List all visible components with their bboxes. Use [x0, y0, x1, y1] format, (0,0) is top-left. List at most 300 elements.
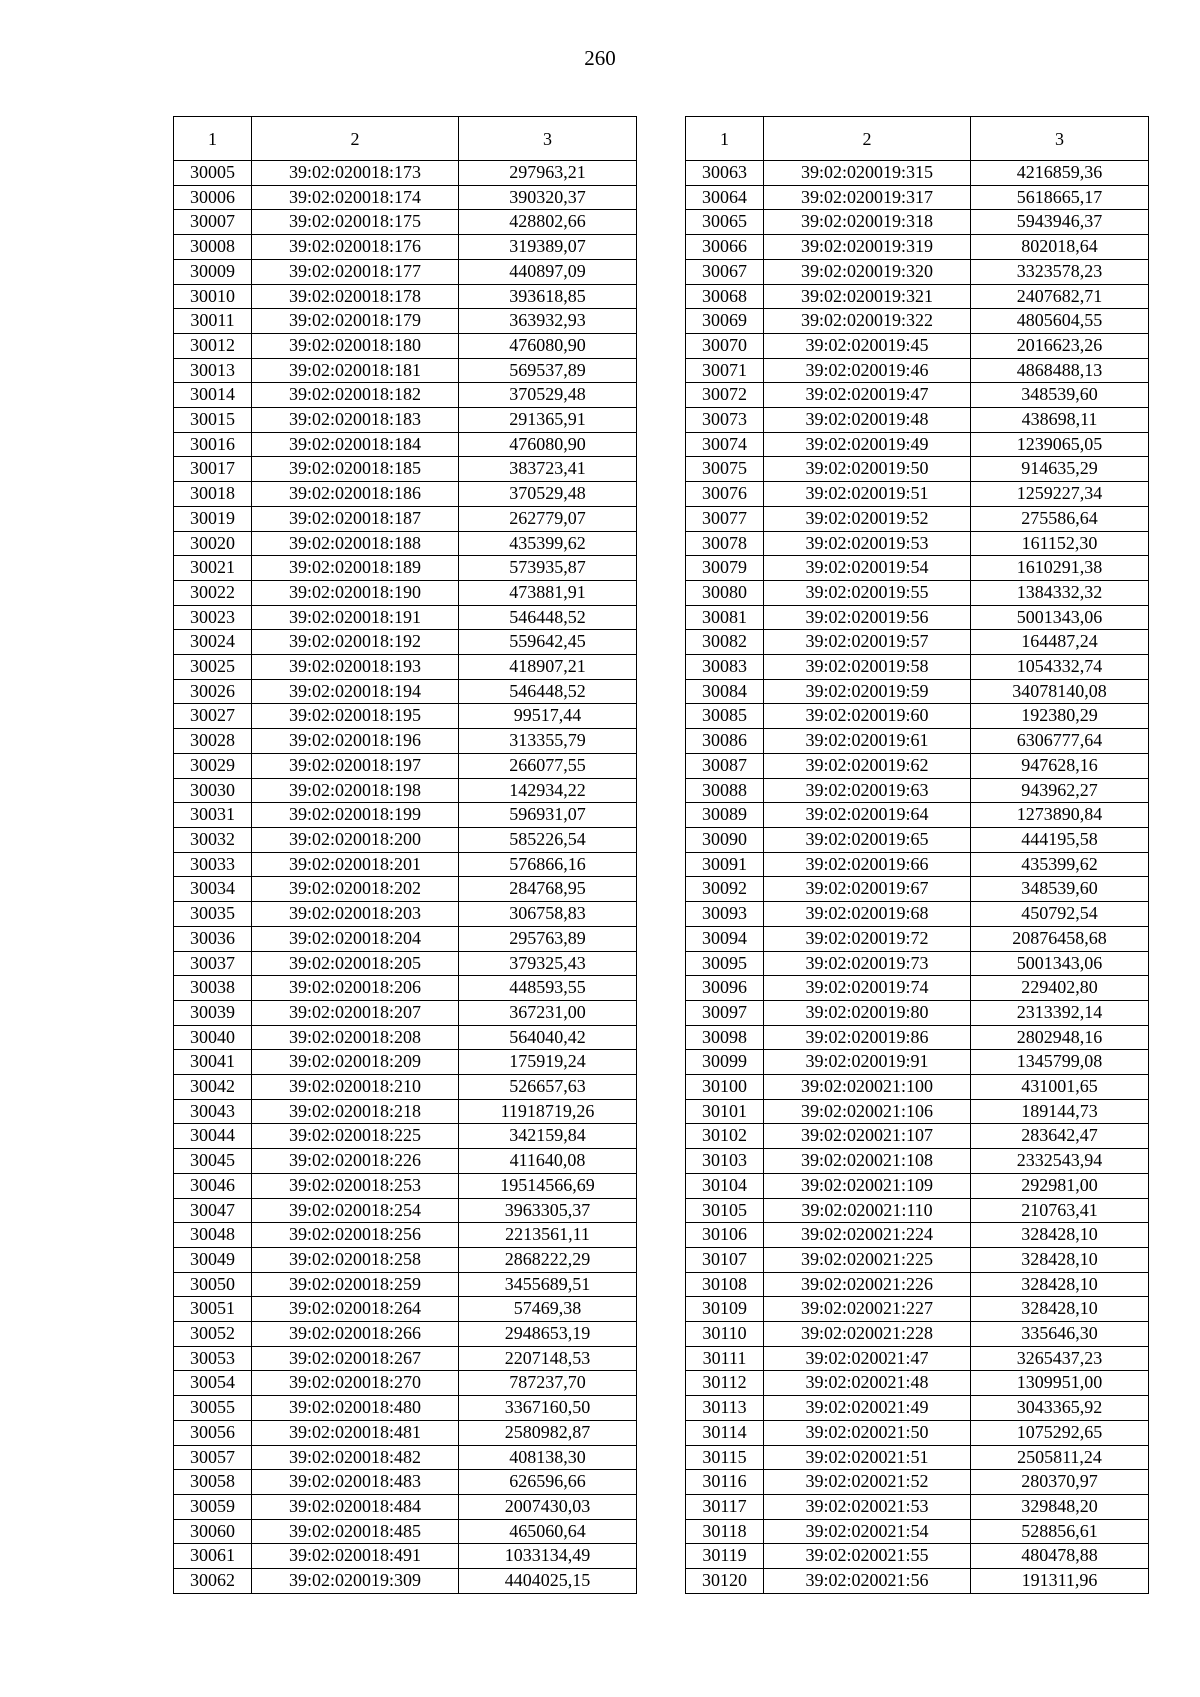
cadastral-number-cell: 39:02:020018:266	[252, 1322, 459, 1347]
row-number-cell: 30018	[174, 482, 252, 507]
row-number-cell: 30117	[686, 1494, 764, 1519]
table-row	[686, 210, 1149, 235]
table-row	[174, 926, 637, 951]
table-row	[174, 1247, 637, 1272]
value-cell: 4805604,55	[971, 309, 1149, 334]
value-cell: 576866,16	[459, 852, 637, 877]
cadastral-number-cell: 39:02:020019:65	[764, 827, 971, 852]
row-number-cell: 30017	[174, 457, 252, 482]
cadastral-number-cell: 39:02:020018:178	[252, 284, 459, 309]
value-cell: 342159,84	[459, 1124, 637, 1149]
table-row	[174, 333, 637, 358]
row-number-cell: 30080	[686, 580, 764, 605]
row-number-cell: 30021	[174, 556, 252, 581]
value-cell: 4404025,15	[459, 1569, 637, 1594]
table-row	[686, 1470, 1149, 1495]
value-cell: 1345799,08	[971, 1050, 1149, 1075]
table-row	[686, 1149, 1149, 1174]
value-cell: 2407682,71	[971, 284, 1149, 309]
value-cell: 450792,54	[971, 902, 1149, 927]
cadastral-number-cell: 39:02:020021:228	[764, 1322, 971, 1347]
row-number-cell: 30098	[686, 1025, 764, 1050]
value-cell: 476080,90	[459, 333, 637, 358]
row-number-cell: 30034	[174, 877, 252, 902]
value-cell: 1610291,38	[971, 556, 1149, 581]
table-row	[686, 259, 1149, 284]
table-row	[174, 1297, 637, 1322]
value-cell: 559642,45	[459, 630, 637, 655]
cadastral-number-cell: 39:02:020018:200	[252, 827, 459, 852]
column-header-2: 2	[764, 117, 971, 161]
value-cell: 569537,89	[459, 358, 637, 383]
table-row	[174, 284, 637, 309]
cadastral-number-cell: 39:02:020018:208	[252, 1025, 459, 1050]
cadastral-number-cell: 39:02:020018:194	[252, 679, 459, 704]
value-cell: 142934,22	[459, 778, 637, 803]
row-number-cell: 30051	[174, 1297, 252, 1322]
cadastral-number-cell: 39:02:020021:109	[764, 1173, 971, 1198]
table-row	[686, 580, 1149, 605]
value-cell: 393618,85	[459, 284, 637, 309]
row-number-cell: 30066	[686, 235, 764, 260]
row-number-cell: 30038	[174, 976, 252, 1001]
table-row	[174, 655, 637, 680]
row-number-cell: 30036	[174, 926, 252, 951]
row-number-cell: 30111	[686, 1346, 764, 1371]
row-number-cell: 30057	[174, 1445, 252, 1470]
value-cell: 1259227,34	[971, 482, 1149, 507]
table-row	[174, 1025, 637, 1050]
cadastral-number-cell: 39:02:020021:108	[764, 1149, 971, 1174]
value-cell: 2802948,16	[971, 1025, 1149, 1050]
value-cell: 626596,66	[459, 1470, 637, 1495]
value-cell: 1273890,84	[971, 803, 1149, 828]
row-number-cell: 30060	[174, 1519, 252, 1544]
cadastral-number-cell: 39:02:020018:206	[252, 976, 459, 1001]
value-cell: 99517,44	[459, 704, 637, 729]
value-cell: 476080,90	[459, 432, 637, 457]
value-cell: 379325,43	[459, 951, 637, 976]
value-cell: 20876458,68	[971, 926, 1149, 951]
value-cell: 3367160,50	[459, 1396, 637, 1421]
row-number-cell: 30006	[174, 185, 252, 210]
row-number-cell: 30056	[174, 1420, 252, 1445]
row-number-cell: 30110	[686, 1322, 764, 1347]
value-cell: 363932,93	[459, 309, 637, 334]
row-number-cell: 30007	[174, 210, 252, 235]
table-row	[174, 630, 637, 655]
table-row	[174, 605, 637, 630]
table-row	[174, 1000, 637, 1025]
table-row	[686, 1569, 1149, 1594]
value-cell: 2313392,14	[971, 1000, 1149, 1025]
value-cell: 546448,52	[459, 679, 637, 704]
value-cell: 2580982,87	[459, 1420, 637, 1445]
value-cell: 526657,63	[459, 1075, 637, 1100]
table-row	[686, 655, 1149, 680]
value-cell: 444195,58	[971, 827, 1149, 852]
row-number-cell: 30119	[686, 1544, 764, 1569]
table-row	[686, 1297, 1149, 1322]
row-number-cell: 30076	[686, 482, 764, 507]
row-number-cell: 30014	[174, 383, 252, 408]
value-cell: 2948653,19	[459, 1322, 637, 1347]
value-cell: 596931,07	[459, 803, 637, 828]
table-row	[174, 185, 637, 210]
table-row	[174, 457, 637, 482]
value-cell: 435399,62	[459, 531, 637, 556]
cadastral-number-cell: 39:02:020018:253	[252, 1173, 459, 1198]
row-number-cell: 30084	[686, 679, 764, 704]
table-row	[686, 432, 1149, 457]
value-cell: 284768,95	[459, 877, 637, 902]
table-row	[686, 778, 1149, 803]
row-number-cell: 30031	[174, 803, 252, 828]
row-number-cell: 30011	[174, 309, 252, 334]
row-number-cell: 30048	[174, 1223, 252, 1248]
cadastral-number-cell: 39:02:020018:484	[252, 1494, 459, 1519]
cadastral-number-cell: 39:02:020019:46	[764, 358, 971, 383]
row-number-cell: 30037	[174, 951, 252, 976]
cadastral-number-cell: 39:02:020019:63	[764, 778, 971, 803]
value-cell: 266077,55	[459, 753, 637, 778]
row-number-cell: 30046	[174, 1173, 252, 1198]
cadastral-number-cell: 39:02:020021:226	[764, 1272, 971, 1297]
value-cell: 328428,10	[971, 1223, 1149, 1248]
value-cell: 448593,55	[459, 976, 637, 1001]
row-number-cell: 30061	[174, 1544, 252, 1569]
table-row	[174, 1223, 637, 1248]
cadastral-number-cell: 39:02:020018:198	[252, 778, 459, 803]
cadastral-number-cell: 39:02:020019:73	[764, 951, 971, 976]
table-row	[686, 605, 1149, 630]
value-cell: 5943946,37	[971, 210, 1149, 235]
cadastral-number-cell: 39:02:020018:184	[252, 432, 459, 457]
cadastral-number-cell: 39:02:020018:177	[252, 259, 459, 284]
cadastral-number-cell: 39:02:020018:270	[252, 1371, 459, 1396]
row-number-cell: 30077	[686, 506, 764, 531]
cadastral-number-cell: 39:02:020018:179	[252, 309, 459, 334]
left-table	[173, 116, 637, 1594]
row-number-cell: 30067	[686, 259, 764, 284]
value-cell: 164487,24	[971, 630, 1149, 655]
value-cell: 914635,29	[971, 457, 1149, 482]
table-row	[174, 210, 637, 235]
table-row	[174, 1494, 637, 1519]
row-number-cell: 30114	[686, 1420, 764, 1445]
table-row	[174, 1470, 637, 1495]
value-cell: 1239065,05	[971, 432, 1149, 457]
table-row	[174, 1544, 637, 1569]
value-cell: 2332543,94	[971, 1149, 1149, 1174]
row-number-cell: 30042	[174, 1075, 252, 1100]
cadastral-number-cell: 39:02:020018:197	[252, 753, 459, 778]
table-row	[174, 976, 637, 1001]
row-number-cell: 30106	[686, 1223, 764, 1248]
table-header-row	[174, 117, 637, 161]
cadastral-number-cell: 39:02:020018:176	[252, 235, 459, 260]
table-row	[686, 1000, 1149, 1025]
cadastral-number-cell: 39:02:020018:482	[252, 1445, 459, 1470]
cadastral-number-cell: 39:02:020018:191	[252, 605, 459, 630]
table-row	[686, 358, 1149, 383]
table-row	[686, 704, 1149, 729]
table-row	[174, 877, 637, 902]
table-row	[174, 580, 637, 605]
cadastral-number-cell: 39:02:020018:180	[252, 333, 459, 358]
cadastral-number-cell: 39:02:020021:53	[764, 1494, 971, 1519]
row-number-cell: 30025	[174, 655, 252, 680]
row-number-cell: 30053	[174, 1346, 252, 1371]
value-cell: 292981,00	[971, 1173, 1149, 1198]
cadastral-number-cell: 39:02:020018:225	[252, 1124, 459, 1149]
table-row	[174, 1099, 637, 1124]
table-row	[174, 506, 637, 531]
cadastral-number-cell: 39:02:020019:53	[764, 531, 971, 556]
row-number-cell: 30094	[686, 926, 764, 951]
cadastral-number-cell: 39:02:020019:309	[252, 1569, 459, 1594]
value-cell: 473881,91	[459, 580, 637, 605]
table-row	[174, 778, 637, 803]
value-cell: 189144,73	[971, 1099, 1149, 1124]
value-cell: 6306777,64	[971, 729, 1149, 754]
value-cell: 210763,41	[971, 1198, 1149, 1223]
value-cell: 192380,29	[971, 704, 1149, 729]
cadastral-number-cell: 39:02:020019:322	[764, 309, 971, 334]
page-number: 260	[584, 46, 616, 70]
cadastral-number-cell: 39:02:020019:67	[764, 877, 971, 902]
cadastral-number-cell: 39:02:020018:185	[252, 457, 459, 482]
cadastral-number-cell: 39:02:020019:58	[764, 655, 971, 680]
table-row	[686, 1371, 1149, 1396]
value-cell: 19514566,69	[459, 1173, 637, 1198]
row-number-cell: 30070	[686, 333, 764, 358]
row-number-cell: 30081	[686, 605, 764, 630]
value-cell: 528856,61	[971, 1519, 1149, 1544]
cadastral-number-cell: 39:02:020019:56	[764, 605, 971, 630]
table-row	[686, 1346, 1149, 1371]
table-row	[174, 1396, 637, 1421]
row-number-cell: 30065	[686, 210, 764, 235]
row-number-cell: 30068	[686, 284, 764, 309]
cadastral-number-cell: 39:02:020019:72	[764, 926, 971, 951]
value-cell: 787237,70	[459, 1371, 637, 1396]
table-row	[174, 259, 637, 284]
value-cell: 2007430,03	[459, 1494, 637, 1519]
row-number-cell: 30064	[686, 185, 764, 210]
row-number-cell: 30032	[174, 827, 252, 852]
table-row	[174, 704, 637, 729]
column-header-3: 3	[459, 117, 637, 161]
cadastral-number-cell: 39:02:020019:319	[764, 235, 971, 260]
table-row	[174, 1149, 637, 1174]
row-number-cell: 30047	[174, 1198, 252, 1223]
table-row	[174, 753, 637, 778]
table-row	[174, 161, 637, 186]
value-cell: 383723,41	[459, 457, 637, 482]
cadastral-number-cell: 39:02:020019:91	[764, 1050, 971, 1075]
cadastral-number-cell: 39:02:020018:173	[252, 161, 459, 186]
value-cell: 480478,88	[971, 1544, 1149, 1569]
row-number-cell: 30101	[686, 1099, 764, 1124]
table-row	[686, 1198, 1149, 1223]
row-number-cell: 30105	[686, 1198, 764, 1223]
value-cell: 802018,64	[971, 235, 1149, 260]
cadastral-number-cell: 39:02:020018:203	[252, 902, 459, 927]
row-number-cell: 30097	[686, 1000, 764, 1025]
row-number-cell: 30112	[686, 1371, 764, 1396]
cadastral-number-cell: 39:02:020018:201	[252, 852, 459, 877]
table-row	[174, 679, 637, 704]
cadastral-number-cell: 39:02:020019:57	[764, 630, 971, 655]
table-row	[686, 877, 1149, 902]
value-cell: 947628,16	[971, 753, 1149, 778]
table-row	[686, 309, 1149, 334]
table-row	[686, 284, 1149, 309]
table-row	[686, 803, 1149, 828]
value-cell: 2213561,11	[459, 1223, 637, 1248]
value-cell: 431001,65	[971, 1075, 1149, 1100]
value-cell: 348539,60	[971, 383, 1149, 408]
cadastral-number-cell: 39:02:020018:256	[252, 1223, 459, 1248]
row-number-cell: 30115	[686, 1445, 764, 1470]
cadastral-number-cell: 39:02:020019:321	[764, 284, 971, 309]
value-cell: 5001343,06	[971, 951, 1149, 976]
row-number-cell: 30073	[686, 408, 764, 433]
right-table-body	[686, 161, 1149, 1594]
value-cell: 328428,10	[971, 1247, 1149, 1272]
table-row	[174, 729, 637, 754]
value-cell: 161152,30	[971, 531, 1149, 556]
cadastral-number-cell: 39:02:020018:182	[252, 383, 459, 408]
cadastral-number-cell: 39:02:020019:45	[764, 333, 971, 358]
value-cell: 348539,60	[971, 877, 1149, 902]
cadastral-number-cell: 39:02:020018:267	[252, 1346, 459, 1371]
cadastral-number-cell: 39:02:020018:192	[252, 630, 459, 655]
row-number-cell: 30027	[174, 704, 252, 729]
cadastral-number-cell: 39:02:020021:50	[764, 1420, 971, 1445]
row-number-cell: 30083	[686, 655, 764, 680]
cadastral-number-cell: 39:02:020018:183	[252, 408, 459, 433]
table-row	[174, 803, 637, 828]
table-row	[686, 1322, 1149, 1347]
cadastral-number-cell: 39:02:020021:225	[764, 1247, 971, 1272]
row-number-cell: 30029	[174, 753, 252, 778]
table-row	[686, 1519, 1149, 1544]
table-row	[686, 531, 1149, 556]
row-number-cell: 30028	[174, 729, 252, 754]
row-number-cell: 30120	[686, 1569, 764, 1594]
table-row	[686, 1099, 1149, 1124]
table-row	[174, 852, 637, 877]
cadastral-number-cell: 39:02:020018:188	[252, 531, 459, 556]
table-row	[686, 1223, 1149, 1248]
row-number-cell: 30082	[686, 630, 764, 655]
row-number-cell: 30113	[686, 1396, 764, 1421]
cadastral-number-cell: 39:02:020019:315	[764, 161, 971, 186]
table-row	[686, 1173, 1149, 1198]
table-row	[686, 408, 1149, 433]
table-row	[686, 951, 1149, 976]
row-number-cell: 30095	[686, 951, 764, 976]
cadastral-number-cell: 39:02:020019:74	[764, 976, 971, 1001]
cadastral-number-cell: 39:02:020018:259	[252, 1272, 459, 1297]
value-cell: 2207148,53	[459, 1346, 637, 1371]
table-row	[174, 1420, 637, 1445]
cadastral-number-cell: 39:02:020021:51	[764, 1445, 971, 1470]
column-header-1: 1	[686, 117, 764, 161]
row-number-cell: 30100	[686, 1075, 764, 1100]
value-cell: 2868222,29	[459, 1247, 637, 1272]
cadastral-number-cell: 39:02:020021:56	[764, 1569, 971, 1594]
value-cell: 291365,91	[459, 408, 637, 433]
cadastral-number-cell: 39:02:020018:226	[252, 1149, 459, 1174]
table-row	[174, 235, 637, 260]
cadastral-number-cell: 39:02:020018:218	[252, 1099, 459, 1124]
table-row	[686, 383, 1149, 408]
row-number-cell: 30040	[174, 1025, 252, 1050]
value-cell: 411640,08	[459, 1149, 637, 1174]
table-row	[686, 976, 1149, 1001]
value-cell: 328428,10	[971, 1272, 1149, 1297]
table-row	[686, 1075, 1149, 1100]
row-number-cell: 30093	[686, 902, 764, 927]
row-number-cell: 30085	[686, 704, 764, 729]
table-row	[174, 358, 637, 383]
value-cell: 313355,79	[459, 729, 637, 754]
cadastral-number-cell: 39:02:020019:80	[764, 1000, 971, 1025]
table-row	[174, 1346, 637, 1371]
row-number-cell: 30059	[174, 1494, 252, 1519]
row-number-cell: 30072	[686, 383, 764, 408]
cadastral-number-cell: 39:02:020019:59	[764, 679, 971, 704]
cadastral-number-cell: 39:02:020018:483	[252, 1470, 459, 1495]
table-row	[174, 1272, 637, 1297]
row-number-cell: 30078	[686, 531, 764, 556]
cadastral-number-cell: 39:02:020018:481	[252, 1420, 459, 1445]
value-cell: 370529,48	[459, 383, 637, 408]
value-cell: 418907,21	[459, 655, 637, 680]
value-cell: 465060,64	[459, 1519, 637, 1544]
cadastral-number-cell: 39:02:020018:207	[252, 1000, 459, 1025]
cadastral-number-cell: 39:02:020019:55	[764, 580, 971, 605]
row-number-cell: 30010	[174, 284, 252, 309]
cadastral-number-cell: 39:02:020021:107	[764, 1124, 971, 1149]
value-cell: 943962,27	[971, 778, 1149, 803]
value-cell: 3963305,37	[459, 1198, 637, 1223]
value-cell: 11918719,26	[459, 1099, 637, 1124]
value-cell: 306758,83	[459, 902, 637, 927]
value-cell: 3265437,23	[971, 1346, 1149, 1371]
table-row	[174, 556, 637, 581]
table-row	[174, 1075, 637, 1100]
value-cell: 275586,64	[971, 506, 1149, 531]
table-row	[686, 1396, 1149, 1421]
value-cell: 564040,42	[459, 1025, 637, 1050]
table-row	[174, 1050, 637, 1075]
row-number-cell: 30043	[174, 1099, 252, 1124]
table-row	[686, 630, 1149, 655]
column-header-2: 2	[252, 117, 459, 161]
value-cell: 1033134,49	[459, 1544, 637, 1569]
row-number-cell: 30090	[686, 827, 764, 852]
value-cell: 262779,07	[459, 506, 637, 531]
cadastral-number-cell: 39:02:020018:202	[252, 877, 459, 902]
row-number-cell: 30118	[686, 1519, 764, 1544]
row-number-cell: 30013	[174, 358, 252, 383]
cadastral-number-cell: 39:02:020019:47	[764, 383, 971, 408]
cadastral-number-cell: 39:02:020021:100	[764, 1075, 971, 1100]
